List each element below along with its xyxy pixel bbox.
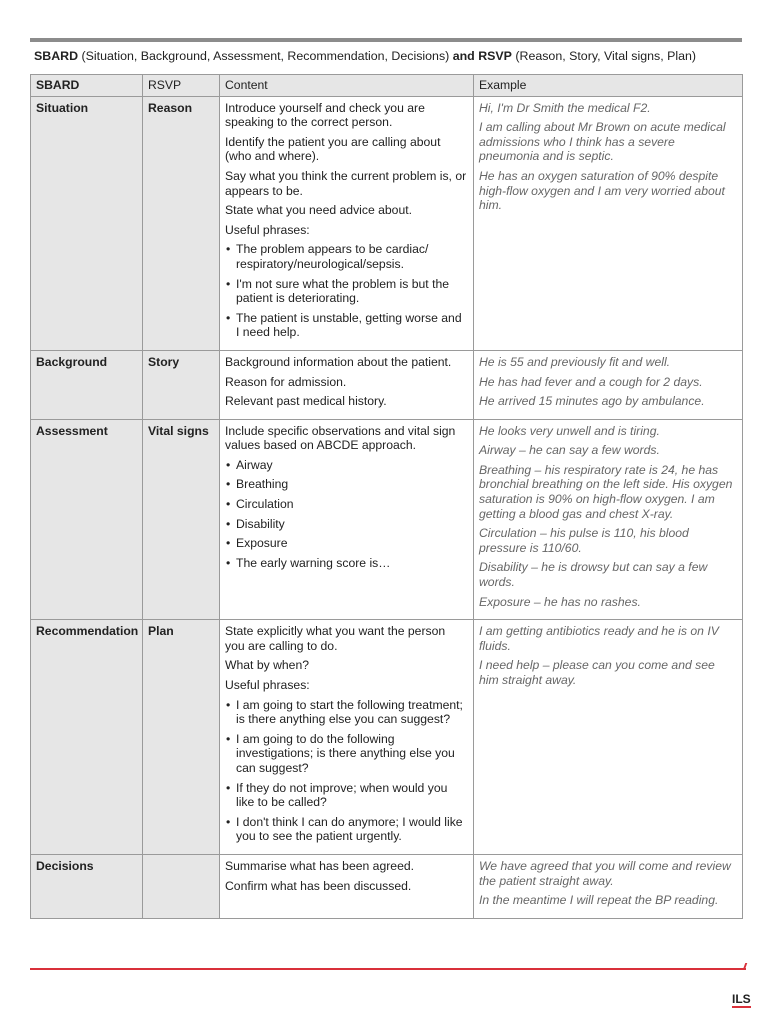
content-cell [220,419,474,620]
header-sbard: SBARD [31,75,143,97]
example-paragraph: In the meantime I will repeat the BP reading. [479,893,719,908]
caption-sbard-expansion: (Situation, Background, Assessment, Recommendation, Decisions) [78,49,453,63]
bullet-item: • Disability [225,517,468,532]
example-paragraph: He has an oxygen saturation of 90% despite high-flow oxygen and I am very worried about him. [479,168,725,213]
content-cell [220,620,474,855]
example-cell [474,419,743,620]
example-paragraph: He has had fever and a cough for 2 days. [479,374,703,389]
example-cell [474,854,743,918]
bullet-item: • I am going to do the following investigations; is there anything else you can suggest? [225,732,468,776]
caption-rsvp: and RSVP [452,49,512,63]
table-row [31,620,743,855]
table-caption [34,49,742,63]
bullet-list [225,242,468,340]
content-paragraph: Include specific observations and vital sign values based on ABCDE approach. [225,423,456,453]
top-rule [30,38,742,42]
content-paragraph: State what you need advice about. [225,203,413,218]
content-paragraph: State explicitly what you want the person you are calling to do. [225,624,446,653]
footer-ils-text: ILS [732,992,751,1006]
example-paragraph: Airway – he can say a few words. [479,443,660,458]
sbard-rsvp-table [30,74,743,919]
content-paragraph: Summarise what has been agreed. [225,858,415,873]
example-paragraph: Breathing – his respiratory rate is 24, he has bronchial breathing on the left side. His oxygen saturation is 90% on high-flow oxygen. I am getting a blood gas and chest X-ray. [479,462,733,521]
bullet-item: • The patient is unstable, getting worse and I need help. [225,311,468,340]
footer-rule-tick [743,963,748,970]
example-paragraph: I am getting antibiotics ready and he is on IV fluids. [479,624,719,653]
bullet-item: • I'm not sure what the problem is but the patient is deteriorating. [225,277,468,306]
table-header-row [31,75,743,97]
sbard-label: Background [31,350,143,419]
content-paragraph: Background information about the patient. [225,354,452,369]
example-paragraph: He arrived 15 minutes ago by ambulance. [479,394,705,409]
rsvp-label: Reason [143,96,220,350]
content-paragraph: Relevant past medical history. [225,394,387,409]
header-example: Example [474,75,743,97]
content-paragraph: Say what you think the current problem is, or appears to be. [225,168,467,198]
example-paragraph: He looks very unwell and is tiring. [479,423,660,438]
sbard-label: Decisions [31,854,143,918]
rsvp-label: Plan [143,620,220,855]
example-paragraph: Disability – he is drowsy but can say a few words. [479,560,708,590]
table-row [31,350,743,419]
bullet-list [225,458,468,571]
content-paragraph: Identify the patient you are calling about (who and where). [225,134,441,164]
sbard-label: Assessment [31,419,143,620]
example-paragraph: Circulation – his pulse is 110, his blood pressure is 110/60. [479,526,689,555]
example-cell [474,620,743,855]
caption-rsvp-expansion: (Reason, Story, Vital signs, Plan) [511,49,697,63]
content-paragraph: Useful phrases: [225,678,310,692]
footer-label [732,992,751,1006]
content-cell [220,854,474,918]
caption-sbard: SBARD [34,49,79,63]
example-cell [474,350,743,419]
bullet-item: • The problem appears to be cardiac/ respiratory/neurological/sepsis. [225,242,468,271]
bullet-item: • Circulation [225,497,468,512]
bullet-item: • I am going to start the following treatment; is there anything else you can suggest? [225,698,468,727]
content-paragraph: Introduce yourself and check you are speaking to the correct person. [225,100,425,130]
bullet-item: • Exposure [225,536,468,551]
rsvp-label [143,854,220,918]
table-row [31,854,743,918]
table-row [31,419,743,620]
footer-rule [30,968,746,970]
content-paragraph: Reason for admission. [225,374,347,389]
example-paragraph: We have agreed that you will come and review the patient straight away. [479,858,731,888]
example-paragraph: Hi, I'm Dr Smith the medical F2. [479,100,651,115]
rsvp-label: Story [143,350,220,419]
content-paragraph: What by when? [225,658,310,673]
rsvp-label: Vital signs [143,419,220,620]
bullet-item: • Airway [225,458,468,473]
header-rsvp: RSVP [143,75,220,97]
sbard-label: Situation [31,96,143,350]
bullet-item: • If they do not improve; when would you like to be called? [225,781,468,810]
example-paragraph: He is 55 and previously fit and well. [479,354,671,369]
example-paragraph: I need help – please can you come and see him straight away. [479,658,715,687]
bullet-item: • I don't think I can do anymore; I would like you to see the patient urgently. [225,815,468,844]
sbard-label: Recommendation [31,620,143,855]
table-body [31,96,743,918]
example-cell [474,96,743,350]
example-paragraph: Exposure – he has no rashes. [479,594,641,609]
bullet-item: • The early warning score is… [225,556,468,571]
content-cell [220,96,474,350]
example-paragraph: I am calling about Mr Brown on acute medical admissions who I think has a severe pneumonia and is septic. [479,120,726,164]
content-cell [220,350,474,419]
table-row [31,96,743,350]
content-paragraph: Confirm what has been discussed. [225,878,412,893]
content-paragraph: Useful phrases: [225,222,310,237]
bullet-item: • Breathing [225,477,468,492]
header-content: Content [220,75,474,97]
bullet-list [225,698,468,844]
